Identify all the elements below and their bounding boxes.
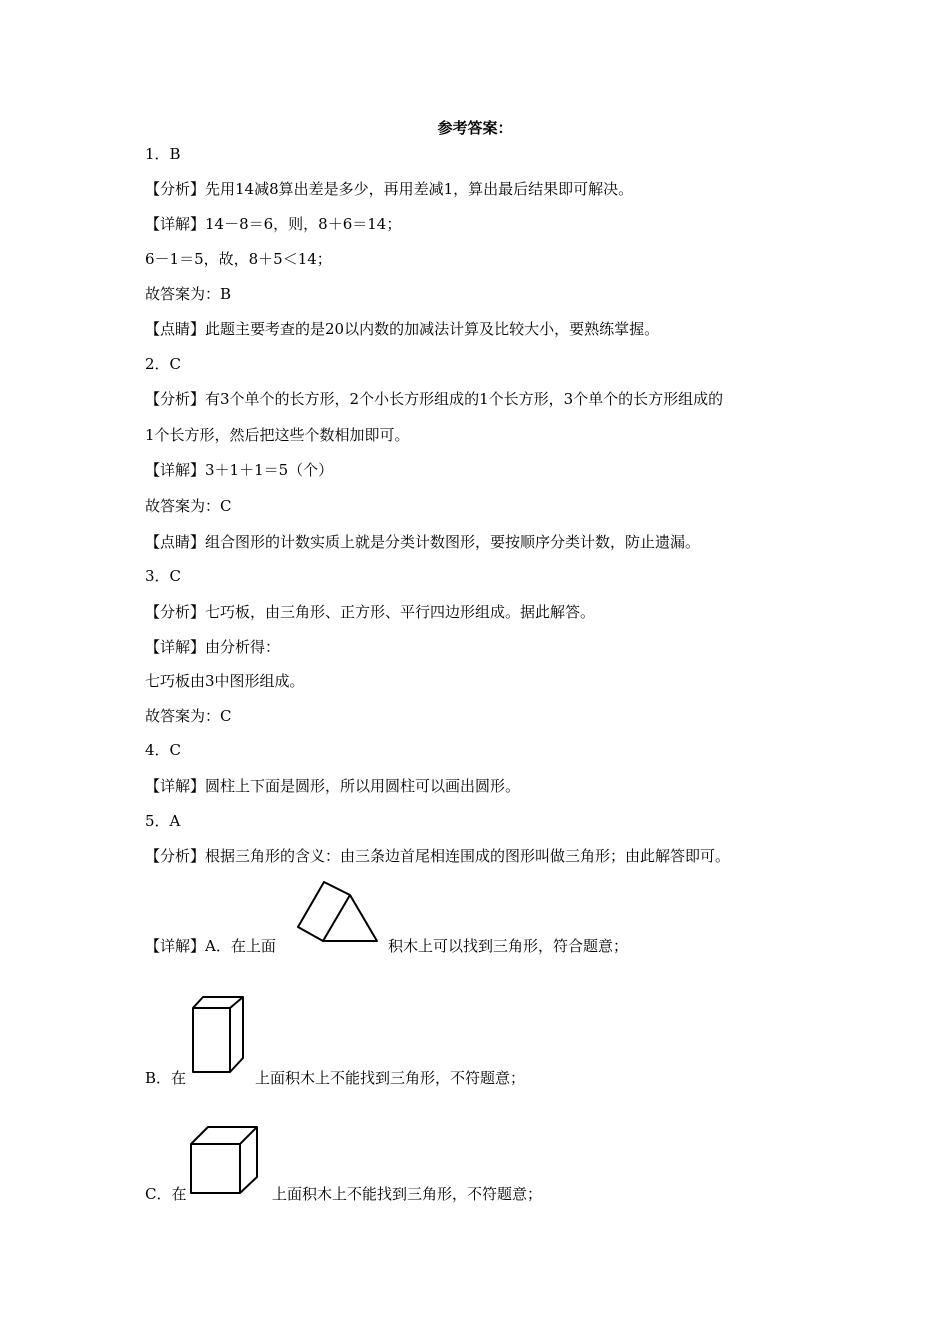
answer-line: 4．C xyxy=(145,741,182,759)
answer-line: 3．C xyxy=(145,567,182,585)
triangular-prism-figure xyxy=(298,882,377,941)
answer-line: 【详解】由分析得： xyxy=(145,638,281,656)
answer-line: 故答案为：C xyxy=(145,497,232,515)
cuboid-figure xyxy=(193,997,243,1072)
answer-line: 【分析】根据三角形的含义：由三条边首尾相连围成的图形叫做三角形；由此解答即可。 xyxy=(145,847,731,865)
option-a-after: 积木上可以找到三角形，符合题意； xyxy=(388,937,629,955)
option-b-before: B．在 xyxy=(145,1069,187,1087)
answer-line: 【详解】3＋1＋1＝5（个） xyxy=(145,461,334,479)
answer-line: 【详解】圆柱上下面是圆形，所以用圆柱可以画出圆形。 xyxy=(145,777,521,795)
answer-line: 5．A xyxy=(145,812,181,830)
answer-line: 2．C xyxy=(145,355,182,373)
cube-figure xyxy=(191,1127,257,1193)
answer-line: 1个长方形，然后把这些个数相加即可。 xyxy=(145,426,410,444)
answer-line: 【点睛】组合图形的计数实质上就是分类计数图形，要按顺序分类计数，防止遗漏。 xyxy=(145,533,701,551)
option-b-after: 上面积木上不能找到三角形，不符题意； xyxy=(255,1069,526,1087)
option-c-after: 上面积木上不能找到三角形，不符题意； xyxy=(272,1185,543,1203)
option-a-before: 【详解】A．在上面 xyxy=(145,937,276,955)
answer-line: 故答案为：B xyxy=(145,285,232,303)
answer-line: 1．B xyxy=(145,145,181,163)
answer-line: 【分析】七巧板，由三角形、正方形、平行四边形组成。据此解答。 xyxy=(145,603,596,621)
answer-line: 【点睛】此题主要考查的是20以内数的加减法计算及比较大小，要熟练掌握。 xyxy=(145,320,660,338)
page-title: 参考答案： xyxy=(437,119,513,137)
option-c-before: C．在 xyxy=(145,1185,187,1203)
answer-line: 6－1＝5，故，8＋5＜14； xyxy=(145,250,332,268)
answer-line: 【分析】先用14减8算出差是多少，再用差减1，算出最后结果即可解决。 xyxy=(145,180,634,198)
answer-line: 【详解】14－8＝6，则，8＋6＝14； xyxy=(145,215,402,233)
answer-line: 七巧板由3中图形组成。 xyxy=(145,672,305,690)
answer-line: 【分析】有3个单个的长方形，2个小长方形组成的1个长方形，3个单个的长方形组成的 xyxy=(145,390,724,408)
answer-line: 故答案为：C xyxy=(145,707,232,725)
